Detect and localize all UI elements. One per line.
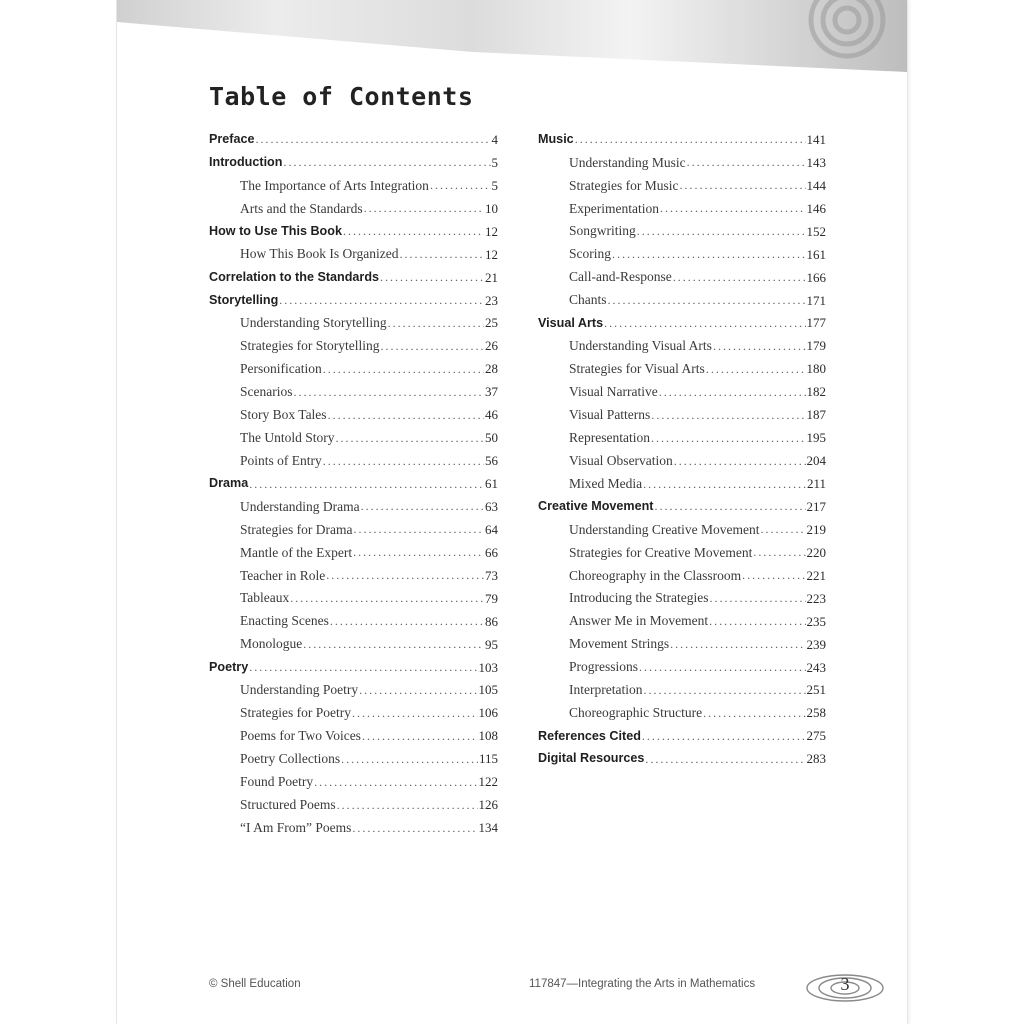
toc-entry — [209, 747, 498, 770]
toc-dot-leader — [343, 225, 484, 237]
toc-page-number: 239 — [806, 636, 826, 652]
toc-entry-title: Music — [538, 132, 574, 147]
toc-dot-leader — [330, 615, 484, 627]
toc-page-number: 105 — [478, 682, 498, 698]
toc-page-number: 95 — [485, 636, 498, 652]
toc-entry — [209, 243, 498, 266]
toc-entry — [538, 610, 826, 633]
toc-entry — [538, 747, 826, 770]
toc-dot-leader — [430, 179, 491, 191]
toc-page-number: 187 — [806, 407, 826, 423]
document-page — [117, 0, 907, 1024]
toc-page-number: 5 — [491, 177, 498, 193]
toc-page-number: 63 — [485, 498, 498, 514]
toc-dot-leader — [256, 133, 491, 145]
toc-entry-title: Strategies for Storytelling — [240, 338, 380, 354]
toc-dot-leader — [670, 638, 805, 650]
toc-entry — [538, 266, 826, 289]
toc-dot-leader — [303, 638, 484, 650]
toc-page-number: 211 — [806, 476, 826, 492]
toc-entry — [209, 357, 498, 380]
toc-dot-leader — [290, 592, 484, 604]
toc-entry — [209, 151, 498, 174]
toc-entry-title: How to Use This Book — [209, 223, 342, 238]
toc-entry-title: Enacting Scenes — [240, 613, 329, 629]
toc-entry-title: The Untold Story — [240, 429, 335, 445]
toc-dot-leader — [643, 478, 806, 490]
toc-page-number: 235 — [806, 613, 826, 629]
toc-page-number: 243 — [806, 659, 826, 675]
toc-entry-title: Poetry Collections — [240, 751, 341, 767]
toc-entry — [538, 403, 826, 426]
toc-entry-title: Tableaux — [240, 590, 290, 606]
toc-entry — [209, 816, 498, 839]
toc-page-number: 26 — [485, 338, 498, 354]
page-number: 3 — [840, 974, 850, 994]
toc-dot-leader — [336, 432, 485, 444]
toc-dot-leader — [706, 363, 806, 375]
toc-dot-leader — [337, 799, 478, 811]
toc-dot-leader — [293, 386, 484, 398]
toc-dot-leader — [637, 225, 806, 237]
toc-page-number: 283 — [806, 751, 826, 767]
toc-dot-leader — [328, 409, 484, 421]
toc-entry-title: Found Poetry — [240, 773, 314, 789]
toc-page-number: 64 — [485, 521, 498, 537]
toc-entry-title: Visual Observation — [569, 452, 673, 468]
toc-dot-leader — [673, 271, 806, 283]
toc-entry — [538, 656, 826, 679]
toc-dot-leader — [314, 776, 477, 788]
toc-entry-title: “I Am From” Poems — [240, 819, 352, 835]
toc-page-number: 86 — [485, 613, 498, 629]
toc-page-number: 223 — [806, 590, 826, 606]
toc-dot-leader — [645, 753, 805, 765]
toc-page-number: 108 — [478, 728, 498, 744]
toc-entry — [209, 380, 498, 403]
toc-entry-title: Correlation to the Standards — [209, 269, 380, 284]
toc-entry-title: Visual Patterns — [569, 406, 651, 422]
toc-entry — [209, 334, 498, 357]
toc-dot-leader — [713, 340, 806, 352]
toc-entry — [538, 220, 826, 243]
toc-dot-leader — [400, 248, 485, 260]
toc-entry-title: Progressions — [569, 659, 639, 675]
toc-dot-leader — [323, 455, 484, 467]
toc-entry — [209, 495, 498, 518]
toc-entry — [538, 151, 826, 174]
toc-dot-leader — [679, 179, 805, 191]
toc-entry — [538, 633, 826, 656]
toc-dot-leader — [687, 156, 806, 168]
toc-dot-leader — [608, 294, 806, 306]
toc-entry — [209, 679, 498, 702]
toc-page-number: 143 — [806, 154, 826, 170]
toc-entry — [209, 197, 498, 220]
toc-entry-title: Drama — [209, 476, 249, 491]
toc-entry-title: Poems for Two Voices — [240, 728, 361, 744]
toc-entry-title: Points of Entry — [240, 452, 322, 468]
toc-page-number: 220 — [806, 544, 826, 560]
toc-dot-leader — [639, 661, 805, 673]
toc-entry-title: Structured Poems — [240, 796, 336, 812]
toc-entry-title: Strategies for Creative Movement — [569, 544, 753, 560]
toc-dot-leader — [353, 546, 484, 558]
toc-entry — [538, 679, 826, 702]
toc-dot-leader — [660, 202, 806, 214]
toc-entry — [209, 220, 498, 243]
toc-page-number: 258 — [806, 705, 826, 721]
toc-entry — [209, 128, 498, 151]
toc-page-number: 217 — [806, 498, 826, 514]
toc-entry — [209, 403, 498, 426]
toc-dot-leader — [674, 455, 806, 467]
toc-entry — [538, 495, 826, 518]
toc-entry — [538, 472, 826, 495]
toc-dot-leader — [352, 822, 477, 834]
toc-entry-title: Digital Resources — [538, 751, 645, 766]
toc-page-number: 50 — [485, 430, 498, 446]
toc-entry-title: Personification — [240, 361, 322, 377]
toc-page-number: 146 — [806, 200, 826, 216]
toc-entry-title: Introduction — [209, 155, 283, 170]
toc-dot-leader — [341, 753, 478, 765]
toc-page-number: 106 — [478, 705, 498, 721]
toc-entry — [209, 564, 498, 587]
toc-entry — [538, 334, 826, 357]
toc-page-number: 177 — [806, 315, 826, 331]
toc-left-column — [209, 128, 498, 839]
toc-entry — [538, 724, 826, 747]
toc-entry — [538, 564, 826, 587]
toc-entry-title: Chants — [569, 292, 607, 308]
toc-entry-title: Introducing the Strategies — [569, 590, 709, 606]
toc-entry-title: How This Book Is Organized — [240, 246, 399, 262]
toc-entry-title: Story Box Tales — [240, 406, 327, 422]
toc-dot-leader — [364, 202, 484, 214]
toc-page-number: 25 — [485, 315, 498, 331]
toc-page-number: 66 — [485, 544, 498, 560]
toc-entry — [538, 701, 826, 724]
toc-entry-title: Scenarios — [240, 384, 293, 400]
toc-page-number: 152 — [806, 223, 826, 239]
toc-entry-title: Answer Me in Movement — [569, 613, 709, 629]
toc-page-number: 5 — [491, 154, 498, 170]
toc-page-number: 221 — [806, 567, 826, 583]
toc-entry — [209, 793, 498, 816]
toc-entry-title: Understanding Creative Movement — [569, 521, 760, 537]
toc-entry-title: Understanding Poetry — [240, 682, 359, 698]
toc-page-number: 180 — [806, 361, 826, 377]
toc-dot-leader — [643, 684, 805, 696]
toc-entry-title: Choreography in the Classroom — [569, 567, 742, 583]
toc-entry — [209, 312, 498, 335]
toc-page-number: 161 — [806, 246, 826, 262]
toc-dot-leader — [642, 730, 806, 742]
toc-entry — [209, 610, 498, 633]
toc-page-number: 144 — [806, 177, 826, 193]
toc-entry-title: Strategies for Music — [569, 177, 679, 193]
toc-entry-title: Understanding Music — [569, 154, 686, 170]
toc-page-number: 37 — [485, 384, 498, 400]
toc-page-number: 122 — [478, 774, 498, 790]
toc-page-number: 46 — [485, 407, 498, 423]
toc-page-number: 126 — [478, 797, 498, 813]
toc-page-number: 219 — [806, 521, 826, 537]
toc-dot-leader — [742, 569, 805, 581]
toc-entry — [538, 426, 826, 449]
toc-entry-title: Strategies for Visual Arts — [569, 361, 705, 377]
toc-entry-title: Arts and the Standards — [240, 200, 363, 216]
swirl-decoration-icon — [787, 0, 897, 80]
toc-entry-title: Understanding Drama — [240, 498, 360, 514]
toc-entry-title: Strategies for Drama — [240, 521, 353, 537]
toc-entry-title: Understanding Storytelling — [240, 315, 387, 331]
toc-entry — [538, 541, 826, 564]
toc-dot-leader — [362, 730, 478, 742]
page-number-badge — [803, 972, 887, 1002]
toc-dot-leader — [352, 707, 478, 719]
toc-entry — [209, 541, 498, 564]
toc-entry-title: Choreographic Structure — [569, 705, 703, 721]
toc-entry — [538, 518, 826, 541]
toc-entry — [209, 633, 498, 656]
toc-entry-title: Movement Strings — [569, 636, 670, 652]
toc-entry — [538, 449, 826, 472]
toc-page-number: 79 — [485, 590, 498, 606]
toc-entry — [209, 587, 498, 610]
toc-dot-leader — [388, 317, 484, 329]
toc-page-number: 115 — [478, 751, 498, 767]
toc-entry — [209, 656, 498, 679]
toc-entry-title: References Cited — [538, 728, 641, 743]
toc-page-number: 10 — [485, 200, 498, 216]
toc-entry — [538, 174, 826, 197]
toc-dot-leader — [604, 317, 805, 329]
toc-page-number: 195 — [806, 430, 826, 446]
toc-entry — [538, 289, 826, 312]
toc-dot-leader — [353, 523, 484, 535]
toc-entry-title: Preface — [209, 132, 255, 147]
toc-page-number: 4 — [491, 131, 498, 147]
toc-page-number: 141 — [806, 131, 826, 147]
toc-entry — [538, 380, 826, 403]
toc-entry-title: Creative Movement — [538, 499, 654, 514]
toc-dot-leader — [659, 386, 806, 398]
toc-page-number: 171 — [806, 292, 826, 308]
toc-page-number: 73 — [485, 567, 498, 583]
toc-entry-title: Monologue — [240, 636, 303, 652]
toc-page-number: 12 — [485, 246, 498, 262]
toc-dot-leader — [283, 156, 490, 168]
toc-dot-leader — [249, 478, 484, 490]
toc-dot-leader — [326, 569, 484, 581]
toc-page-number: 28 — [485, 361, 498, 377]
toc-entry — [209, 174, 498, 197]
toc-dot-leader — [380, 340, 484, 352]
toc-entry — [538, 197, 826, 220]
toc-entry — [209, 449, 498, 472]
toc-dot-leader — [380, 271, 484, 283]
toc-entry-title: Mixed Media — [569, 475, 643, 491]
toc-entry — [538, 357, 826, 380]
toc-dot-leader — [249, 661, 477, 673]
toc-entry — [538, 587, 826, 610]
toc-entry — [538, 128, 826, 151]
toc-page-number: 204 — [806, 453, 826, 469]
toc-entry-title: Visual Arts — [538, 315, 604, 330]
toc-entry-title: The Importance of Arts Integration — [240, 177, 429, 193]
toc-dot-leader — [709, 615, 805, 627]
toc-dot-leader — [703, 707, 805, 719]
toc-page-number: 134 — [478, 820, 498, 836]
toc-dot-leader — [651, 432, 806, 444]
toc-entry — [209, 426, 498, 449]
toc-entry-title: Interpretation — [569, 682, 643, 698]
toc-dot-leader — [753, 546, 805, 558]
toc-entry — [209, 724, 498, 747]
toc-entry — [209, 770, 498, 793]
toc-page-number: 251 — [806, 682, 826, 698]
toc-page-number: 21 — [485, 269, 498, 285]
toc-entry — [209, 289, 498, 312]
toc-dot-leader — [279, 294, 484, 306]
toc-dot-leader — [654, 500, 805, 512]
toc-right-column — [538, 128, 826, 770]
toc-entry — [209, 472, 498, 495]
toc-entry-title: Poetry — [209, 659, 249, 674]
toc-page-number: 61 — [485, 476, 498, 492]
toc-entry — [209, 266, 498, 289]
footer-publisher: © Shell Education — [209, 978, 301, 990]
toc-entry-title: Scoring — [569, 246, 611, 262]
toc-entry — [538, 312, 826, 335]
toc-dot-leader — [361, 500, 484, 512]
toc-page-number: 23 — [485, 292, 498, 308]
toc-dot-leader — [612, 248, 806, 260]
toc-dot-leader — [760, 523, 805, 535]
toc-entry-title: Representation — [569, 429, 650, 445]
toc-dot-leader — [323, 363, 484, 375]
page-title: Table of Contents — [209, 82, 474, 111]
toc-entry-title: Call-and-Response — [569, 269, 672, 285]
toc-entry — [209, 701, 498, 724]
toc-page-number: 182 — [806, 384, 826, 400]
toc-page-number: 12 — [485, 223, 498, 239]
toc-entry-title: Strategies for Poetry — [240, 705, 351, 721]
toc-entry-title: Visual Narrative — [569, 384, 658, 400]
footer-book-reference: 117847—Integrating the Arts in Mathematics — [529, 978, 756, 990]
toc-dot-leader — [575, 133, 806, 145]
toc-dot-leader — [709, 592, 805, 604]
toc-entry — [209, 518, 498, 541]
toc-page-number: 275 — [806, 728, 826, 744]
toc-entry-title: Mantle of the Expert — [240, 544, 353, 560]
toc-page-number: 103 — [478, 659, 498, 675]
toc-page-number: 56 — [485, 453, 498, 469]
toc-page-number: 166 — [806, 269, 826, 285]
toc-entry-title: Understanding Visual Arts — [569, 338, 712, 354]
toc-dot-leader — [651, 409, 805, 421]
toc-dot-leader — [359, 684, 477, 696]
toc-entry-title: Songwriting — [569, 223, 636, 239]
toc-entry — [538, 243, 826, 266]
toc-entry-title: Storytelling — [209, 292, 279, 307]
toc-entry-title: Experimentation — [569, 200, 659, 216]
toc-entry-title: Teacher in Role — [240, 567, 326, 583]
toc-page-number: 179 — [806, 338, 826, 354]
